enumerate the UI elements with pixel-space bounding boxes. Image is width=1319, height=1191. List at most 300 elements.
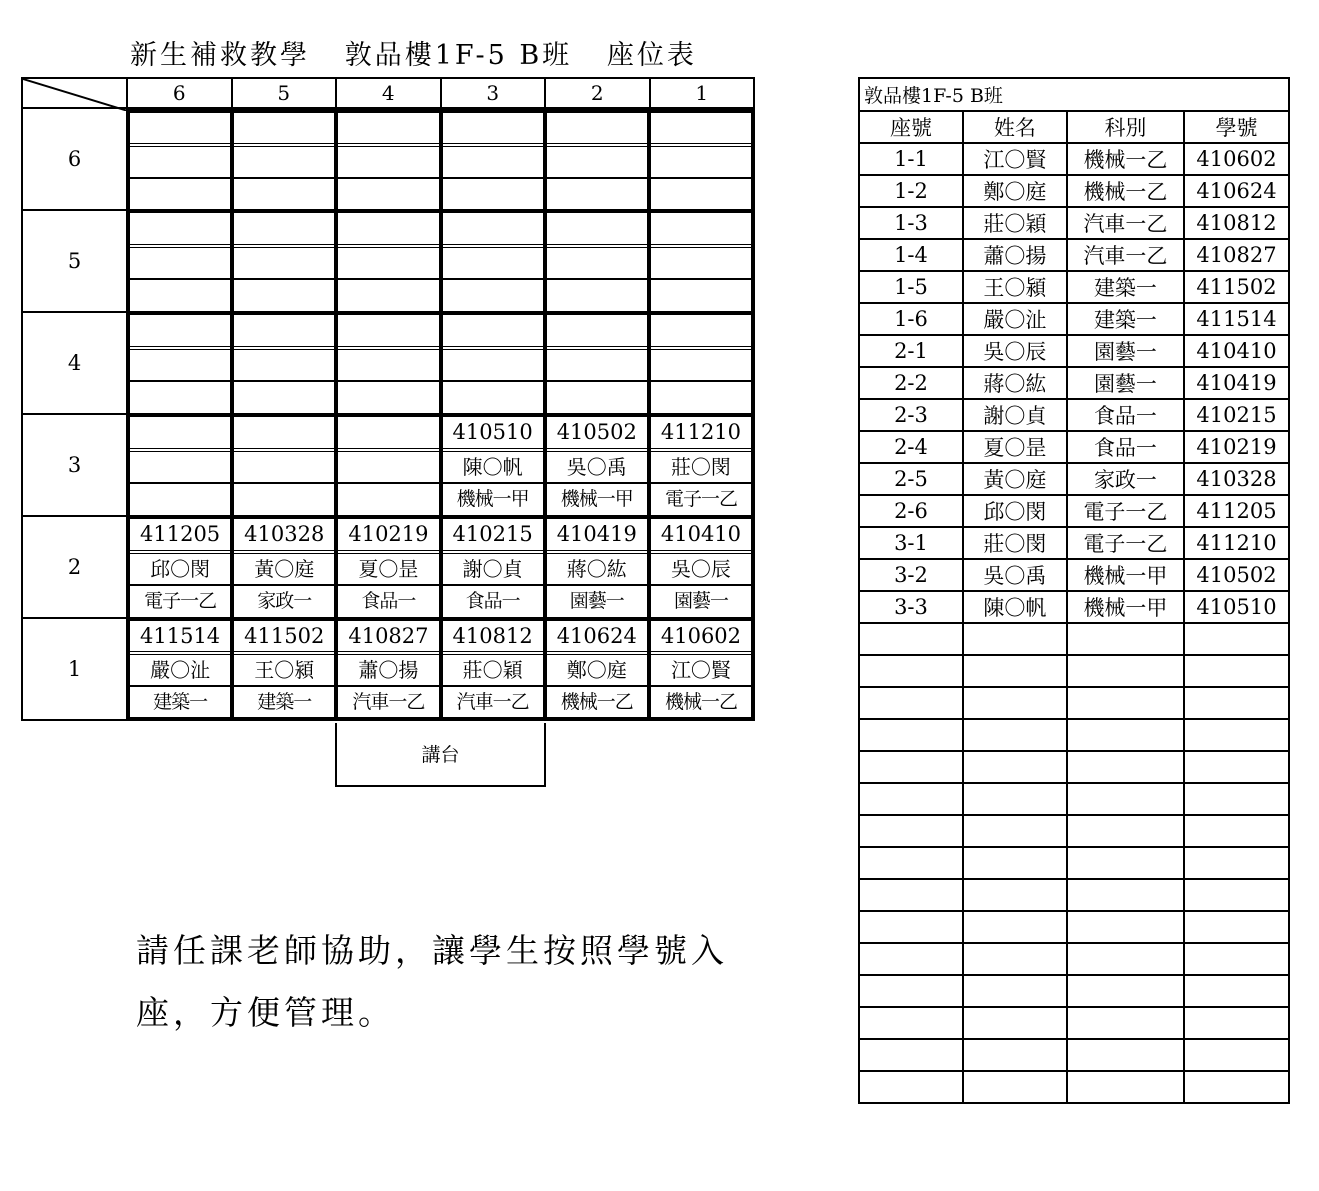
roster-student-id: 410215 (1184, 399, 1289, 431)
roster-department: 機械一甲 (1067, 591, 1184, 623)
roster-table (858, 77, 1290, 1104)
seat (651, 213, 751, 311)
roster-row (859, 303, 1289, 335)
seat-student-name: 鄭〇庭 (547, 655, 647, 687)
seat-department: 機械一乙 (560, 691, 633, 713)
seat-student-name: 吳〇禹 (547, 452, 647, 485)
seat-student-name: 蔣〇紘 (547, 554, 647, 587)
header-student-id: 學號 (1184, 111, 1289, 143)
seat-student-name (130, 452, 230, 485)
seat-department (234, 382, 334, 413)
seat-student-name: 蕭〇揚 (338, 655, 438, 687)
seat (130, 417, 234, 515)
roster-department: 園藝一 (1067, 335, 1184, 367)
roster-student-id: 411210 (1184, 527, 1289, 559)
seat (443, 621, 547, 717)
seat (234, 315, 338, 413)
roster-department: 汽車一乙 (1067, 207, 1184, 239)
seat (338, 621, 442, 717)
roster-blank-cell (859, 1007, 963, 1039)
row-label: 5 (21, 211, 126, 313)
seat-department (234, 484, 334, 515)
seat (443, 519, 547, 617)
column-header: 3 (442, 79, 547, 107)
roster-blank-cell (1184, 719, 1289, 751)
roster-blank-cell (1067, 1071, 1184, 1103)
roster-blank-cell (963, 815, 1067, 847)
roster-department: 電子一乙 (1067, 527, 1184, 559)
column-header: 2 (546, 79, 651, 107)
roster-name: 謝〇貞 (963, 399, 1067, 431)
roster-blank-cell (963, 943, 1067, 975)
seat-department (130, 179, 230, 209)
seat (130, 113, 234, 209)
roster-student-id: 410624 (1184, 175, 1289, 207)
seat-department (338, 179, 438, 209)
seat-student-name: 陳〇帆 (443, 452, 543, 485)
roster-blank-cell (1067, 879, 1184, 911)
roster-seat-no: 2-6 (859, 495, 963, 527)
roster-blank-cell (963, 1071, 1067, 1103)
column-header: 6 (128, 79, 233, 107)
seat-student-name (443, 147, 543, 179)
header-department: 科別 (1067, 111, 1184, 143)
roster-name: 黃〇庭 (963, 463, 1067, 495)
roster-seat-no: 1-2 (859, 175, 963, 207)
seat-department (338, 484, 438, 515)
roster-name: 蕭〇揚 (963, 239, 1067, 271)
seat-student-id (234, 213, 334, 248)
seat-student-name: 嚴〇沚 (130, 655, 230, 687)
header-seat-no: 座號 (859, 111, 963, 143)
seat (130, 621, 234, 717)
seat-student-name: 夏〇昰 (338, 554, 438, 587)
roster-seat-no: 1-1 (859, 143, 963, 175)
seat (547, 417, 651, 515)
roster-blank-cell (1067, 1039, 1184, 1071)
roster-blank-cell (963, 847, 1067, 879)
roster-department: 機械一乙 (1067, 143, 1184, 175)
roster-student-id: 410219 (1184, 431, 1289, 463)
roster-blank-cell (1184, 751, 1289, 783)
seat-student-name: 吳〇辰 (651, 554, 751, 587)
roster-name: 吳〇辰 (963, 335, 1067, 367)
roster-row (859, 271, 1289, 303)
seat-department (338, 382, 438, 413)
roster-student-id: 410328 (1184, 463, 1289, 495)
row-label: 6 (21, 109, 126, 211)
seat-student-name: 謝〇貞 (443, 554, 543, 587)
column-header: 1 (695, 81, 709, 105)
seat (338, 417, 442, 515)
roster-name: 莊〇閔 (963, 527, 1067, 559)
seat-student-name (547, 147, 647, 179)
seat-student-id (651, 213, 751, 248)
roster-row (859, 207, 1289, 239)
roster-blank-cell (859, 751, 963, 783)
seat-row (21, 619, 755, 721)
roster-blank-row (859, 879, 1289, 911)
roster-blank-cell (963, 623, 1067, 655)
seat (234, 519, 338, 617)
seat-student-id: 410219 (338, 519, 438, 554)
seat-student-name (338, 452, 438, 485)
roster-row (859, 527, 1289, 559)
roster-blank-cell (1184, 1071, 1289, 1103)
seat-department (234, 179, 334, 209)
seat (651, 417, 751, 515)
seat-student-name (338, 350, 438, 383)
seat-student-id (338, 213, 438, 248)
seat-student-name (234, 452, 334, 485)
roster-blank-cell (859, 911, 963, 943)
roster-blank-cell (963, 783, 1067, 815)
roster-name: 陳〇帆 (963, 591, 1067, 623)
header-name: 姓名 (963, 111, 1067, 143)
seat (651, 621, 751, 717)
roster-row (859, 399, 1289, 431)
roster-blank-cell (1184, 943, 1289, 975)
roster-row (859, 463, 1289, 495)
seat-student-id: 410624 (547, 621, 647, 655)
roster-department: 汽車一乙 (1067, 239, 1184, 271)
seat (338, 113, 442, 209)
roster-header-row (859, 111, 1289, 143)
seat-department (547, 382, 647, 413)
seat (234, 417, 338, 515)
row-label: 3 (21, 415, 126, 517)
seat-row (21, 313, 755, 415)
seat-student-id (338, 315, 438, 350)
roster-blank-cell (859, 943, 963, 975)
seat-student-id: 410602 (651, 621, 751, 655)
roster-department: 建築一 (1067, 271, 1184, 303)
seat (338, 315, 442, 413)
seat (547, 315, 651, 413)
roster-blank-row (859, 815, 1289, 847)
seat-student-name (234, 248, 334, 281)
roster-blank-cell (1067, 687, 1184, 719)
seat (130, 519, 234, 617)
roster-blank-cell (1067, 911, 1184, 943)
seat-student-id: 410827 (338, 621, 438, 655)
roster-blank-cell (963, 975, 1067, 1007)
roster-seat-no: 1-6 (859, 303, 963, 335)
seat-student-name (443, 248, 543, 281)
roster-seat-no: 2-4 (859, 431, 963, 463)
seat-student-id: 411502 (234, 621, 334, 655)
seat-rows (21, 109, 755, 721)
seat-student-name (338, 147, 438, 179)
seat-student-id: 410328 (234, 519, 334, 554)
seat-student-name (338, 248, 438, 281)
seat (651, 519, 751, 617)
seat-department: 機械一甲 (560, 488, 633, 511)
seat-department (651, 280, 751, 311)
roster-blank-cell (1184, 783, 1289, 815)
roster-row (859, 175, 1289, 207)
seat-department (547, 179, 647, 209)
roster-blank-cell (859, 655, 963, 687)
seat-student-name (651, 350, 751, 383)
roster-blank-cell (859, 783, 963, 815)
seat-department (651, 382, 751, 413)
roster-blank-cell (1184, 815, 1289, 847)
roster-blank-cell (1184, 655, 1289, 687)
seat-department (547, 280, 647, 311)
roster-blank-row (859, 1007, 1289, 1039)
seat (234, 213, 338, 311)
roster-blank-cell (1067, 751, 1184, 783)
seat-student-name (130, 248, 230, 281)
roster-blank-cell (859, 975, 963, 1007)
roster-blank-cell (859, 687, 963, 719)
roster-blank-cell (859, 879, 963, 911)
seat-department: 汽車一乙 (352, 691, 425, 713)
seat-student-name (234, 350, 334, 383)
column-header: 4 (337, 79, 442, 107)
roster-student-id: 410510 (1184, 591, 1289, 623)
roster-blank-row (859, 1039, 1289, 1071)
seat-department (130, 382, 230, 413)
roster-blank-cell (1067, 847, 1184, 879)
column-header: 5 (233, 79, 338, 107)
roster-student-id: 411514 (1184, 303, 1289, 335)
seat (547, 113, 651, 209)
roster-row (859, 559, 1289, 591)
seat-department (443, 179, 543, 209)
roster-department: 園藝一 (1067, 367, 1184, 399)
seat-row (21, 415, 755, 517)
roster-caption: 敦品樓1F-5 B班 (859, 78, 1289, 111)
roster-row (859, 431, 1289, 463)
roster-seat-no: 3-1 (859, 527, 963, 559)
roster-student-id: 411502 (1184, 271, 1289, 303)
corner-cell (21, 77, 126, 109)
seat-student-id: 411514 (130, 621, 230, 655)
seat-row (21, 517, 755, 619)
row-seats (126, 415, 755, 517)
roster-blank-cell (1067, 783, 1184, 815)
seat-student-name (547, 248, 647, 281)
seat-student-id (547, 113, 647, 147)
seat-student-id: 410502 (547, 417, 647, 452)
seat-student-id (130, 113, 230, 147)
roster-blank-row (859, 1071, 1289, 1103)
roster-student-id: 411205 (1184, 495, 1289, 527)
seat-student-id (130, 315, 230, 350)
seat-student-id (234, 417, 334, 452)
seat-student-id (234, 113, 334, 147)
seat-student-id (651, 315, 751, 350)
chart-title: 新生補救教學 敦品樓1F-5 B班 座位表 (130, 40, 697, 71)
roster-seat-no: 3-2 (859, 559, 963, 591)
seat-student-id: 411210 (651, 417, 751, 452)
seat (234, 113, 338, 209)
roster-name: 邱〇閔 (963, 495, 1067, 527)
seat-student-name (651, 248, 751, 281)
roster-blank-row (859, 783, 1289, 815)
roster-seat-no: 1-5 (859, 271, 963, 303)
seat-department: 機械一甲 (456, 488, 529, 511)
roster-blank-row (859, 975, 1289, 1007)
seat-student-id (651, 113, 751, 147)
roster-name: 夏〇昰 (963, 431, 1067, 463)
roster-department: 家政一 (1067, 463, 1184, 495)
roster-seat-no: 1-3 (859, 207, 963, 239)
seat-department (443, 382, 543, 413)
row-seats (126, 109, 755, 211)
seat-department: 電子一乙 (664, 488, 737, 511)
seat-student-name: 邱〇閔 (130, 554, 230, 587)
seat-student-name (130, 350, 230, 383)
roster-name: 莊〇穎 (963, 207, 1067, 239)
roster-blank-row (859, 719, 1289, 751)
roster-row (859, 591, 1289, 623)
seat-student-id: 410215 (443, 519, 543, 554)
roster-blank-cell (1067, 655, 1184, 687)
roster-blank-row (859, 687, 1289, 719)
instruction-note: 請任課老師協助，讓學生按照學號入座，方便管理。 (136, 931, 728, 1032)
seat-department (234, 280, 334, 311)
roster-seat-no: 2-1 (859, 335, 963, 367)
roster-name: 嚴〇沚 (963, 303, 1067, 335)
seat-department (130, 484, 230, 515)
seat-student-name (234, 147, 334, 179)
seat-department (443, 280, 543, 311)
seat-department: 園藝一 (569, 590, 624, 613)
seat-student-name (443, 350, 543, 383)
roster-blank-cell (1067, 975, 1184, 1007)
seat-department (130, 280, 230, 311)
roster-blank-cell (963, 911, 1067, 943)
seat-department: 園藝一 (673, 590, 728, 613)
row-label: 1 (21, 619, 126, 721)
roster-blank-cell (859, 847, 963, 879)
seat-student-name (651, 147, 751, 179)
roster-department: 食品一 (1067, 399, 1184, 431)
seat-student-name: 王〇潁 (234, 655, 334, 687)
seat-row (21, 109, 755, 211)
roster-student-id: 410410 (1184, 335, 1289, 367)
seat (443, 417, 547, 515)
roster-blank-cell (1184, 879, 1289, 911)
seat-student-id: 410510 (443, 417, 543, 452)
seat-department: 汽車一乙 (456, 691, 529, 713)
roster-student-id: 410827 (1184, 239, 1289, 271)
seat (130, 315, 234, 413)
seat-student-name: 莊〇閔 (651, 452, 751, 485)
roster-name: 王〇潁 (963, 271, 1067, 303)
seat-row (21, 211, 755, 313)
seat (547, 621, 651, 717)
roster-blank-cell (963, 879, 1067, 911)
roster-row (859, 239, 1289, 271)
seat-student-name: 江〇賢 (651, 655, 751, 687)
seat (338, 519, 442, 617)
roster-department: 建築一 (1067, 303, 1184, 335)
seat-student-name: 黃〇庭 (234, 554, 334, 587)
roster-seat-no: 2-3 (859, 399, 963, 431)
seat-department: 食品一 (465, 590, 520, 613)
seat-department (651, 179, 751, 209)
seat-student-name: 莊〇穎 (443, 655, 543, 687)
column-header-row (126, 77, 755, 109)
row-seats (126, 211, 755, 313)
row-seats (126, 517, 755, 619)
roster-blank-row (859, 623, 1289, 655)
roster-blank-row (859, 911, 1289, 943)
roster-blank-cell (1184, 911, 1289, 943)
roster-blank-cell (1067, 719, 1184, 751)
seat (338, 213, 442, 311)
roster-name: 鄭〇庭 (963, 175, 1067, 207)
seat-student-id (130, 417, 230, 452)
roster-student-id: 410419 (1184, 367, 1289, 399)
roster-blank-cell (859, 815, 963, 847)
roster-row (859, 335, 1289, 367)
seat-student-id: 411205 (130, 519, 230, 554)
roster-blank-cell (1184, 1039, 1289, 1071)
seat-student-id (547, 315, 647, 350)
roster-student-id: 410812 (1184, 207, 1289, 239)
roster-seat-no: 2-5 (859, 463, 963, 495)
seat-student-id (443, 315, 543, 350)
roster-row (859, 143, 1289, 175)
roster-blank-cell (1184, 975, 1289, 1007)
seat-student-id: 410410 (651, 519, 751, 554)
seat (443, 113, 547, 209)
roster-blank-cell (1184, 847, 1289, 879)
seat-student-id (234, 315, 334, 350)
seat (651, 113, 751, 209)
seat (651, 315, 751, 413)
roster-blank-cell (963, 687, 1067, 719)
seat-student-id (443, 113, 543, 147)
roster-department: 食品一 (1067, 431, 1184, 463)
seat-student-id (338, 113, 438, 147)
seat-department: 食品一 (361, 590, 416, 613)
seat-student-id (338, 417, 438, 452)
roster-blank-row (859, 847, 1289, 879)
roster-blank-cell (1184, 1007, 1289, 1039)
roster-blank-cell (859, 719, 963, 751)
roster-blank-cell (1067, 815, 1184, 847)
roster-blank-cell (1184, 687, 1289, 719)
roster-blank-cell (1067, 623, 1184, 655)
seat-department (338, 280, 438, 311)
seat (443, 315, 547, 413)
roster-blank-cell (963, 719, 1067, 751)
roster-seat-no: 1-4 (859, 239, 963, 271)
seat (547, 519, 651, 617)
seat-student-id (130, 213, 230, 248)
seat-student-id: 410812 (443, 621, 543, 655)
seat (234, 621, 338, 717)
roster-blank-cell (859, 1039, 963, 1071)
roster-department: 機械一甲 (1067, 559, 1184, 591)
seat (547, 213, 651, 311)
row-seats (126, 313, 755, 415)
roster-name: 蔣〇紘 (963, 367, 1067, 399)
seat-student-id (443, 213, 543, 248)
roster-blank-cell (963, 655, 1067, 687)
roster-blank-cell (1184, 623, 1289, 655)
roster-blank-cell (963, 751, 1067, 783)
roster-blank-cell (859, 623, 963, 655)
seat-department: 機械一乙 (664, 691, 737, 713)
roster-blank-cell (1067, 943, 1184, 975)
